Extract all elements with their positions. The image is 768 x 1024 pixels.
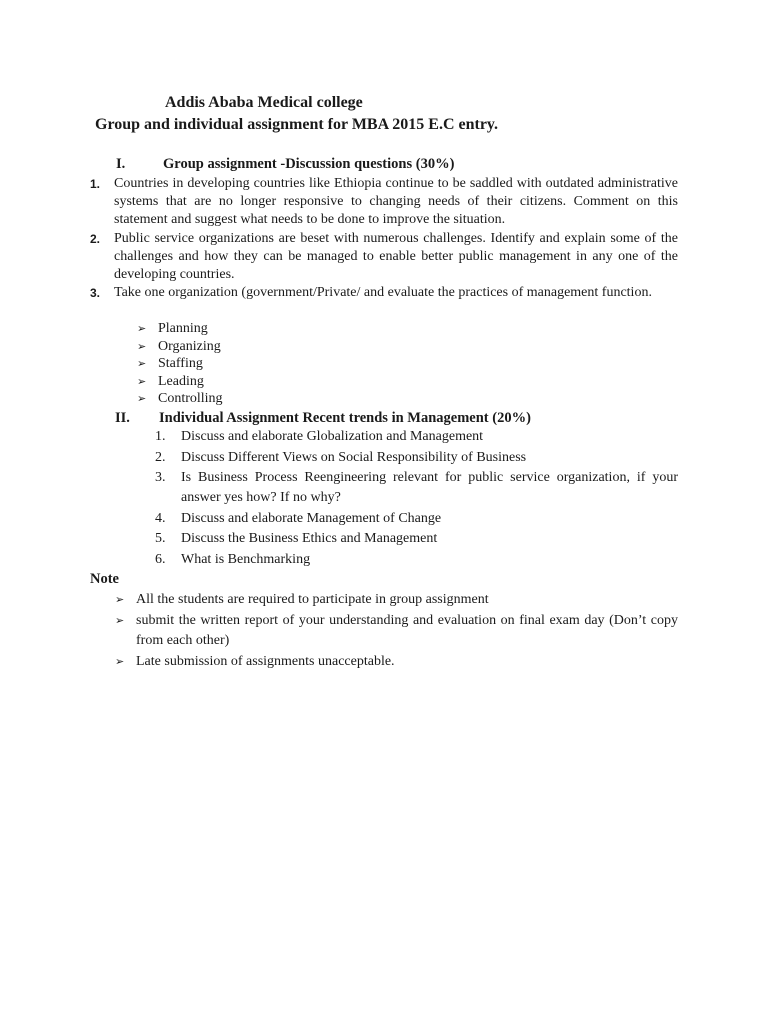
list-item: ➢ Staffing bbox=[137, 356, 203, 372]
question-text: Take one organization (government/Private/ and evaluate the practices of management function. bbox=[114, 285, 652, 300]
management-functions-list bbox=[137, 320, 223, 408]
question-text: Public service organizations are beset with numerous challenges. Identify and explain some of the challenges and how they can be managed to enable better public management in any one of the developing countries. bbox=[114, 231, 678, 282]
list-item: 6. What is Benchmarking bbox=[155, 551, 311, 567]
section-1-numeral: I. bbox=[116, 156, 126, 172]
question-number: 3. bbox=[90, 286, 101, 300]
question-text: Countries in developing countries like Ethiopia continue to be saddled with outdated administrative systems that are no longer responsive to changing needs of their citizens. Comment on this statement and suggest what needs to be done to improve the situation. bbox=[114, 176, 678, 227]
arrowhead-bullet-icon: ➢ bbox=[137, 374, 147, 388]
question-number: 2. bbox=[90, 232, 101, 246]
arrowhead-bullet-icon: ➢ bbox=[115, 614, 125, 627]
list-item: ➢ Planning bbox=[137, 321, 208, 336]
list-item: ➢ Leading bbox=[137, 373, 204, 389]
question-number: 1. bbox=[90, 177, 101, 191]
list-item: 1. Discuss and elaborate Globalization and Management bbox=[155, 429, 484, 444]
arrowhead-bullet-icon: ➢ bbox=[137, 339, 147, 353]
note-heading: Note bbox=[90, 571, 119, 587]
arrowhead-bullet-icon: ➢ bbox=[137, 392, 147, 406]
arrowhead-bullet-icon: ➢ bbox=[137, 357, 147, 371]
list-item: 5. Discuss the Business Ethics and Management bbox=[155, 531, 438, 546]
section-1-title: Group assignment -Discussion questions (30%) bbox=[163, 156, 455, 172]
arrowhead-bullet-icon: ➢ bbox=[115, 593, 125, 606]
group-question-3 bbox=[90, 284, 678, 302]
assignment-title: Group and individual assignment for MBA 2015 E.C entry. bbox=[95, 116, 499, 133]
list-item: 2. Discuss Different Views on Social Responsibility of Business bbox=[155, 449, 527, 465]
individual-assignment-list bbox=[155, 427, 678, 570]
arrowhead-bullet-icon: ➢ bbox=[115, 655, 125, 668]
list-item: ➢ All the students are required to participate in group assignment bbox=[115, 590, 678, 610]
list-item: ➢ submit the written report of your understanding and evaluation on final exam day (Don’t copy from each other) bbox=[115, 613, 678, 648]
list-item: ➢ Organizing bbox=[137, 338, 221, 354]
institution-title: Addis Ababa Medical college bbox=[165, 94, 363, 111]
section-2-numeral: II. bbox=[115, 410, 130, 426]
list-item: 4. Discuss and elaborate Management of Change bbox=[155, 510, 442, 526]
group-question-2 bbox=[90, 230, 678, 284]
section-2-title: Individual Assignment Recent trends in Management (20%) bbox=[159, 410, 531, 426]
arrowhead-bullet-icon: ➢ bbox=[137, 322, 147, 335]
list-item: ➢ Late submission of assignments unacceptable. bbox=[115, 652, 678, 672]
group-question-1 bbox=[90, 175, 678, 229]
note-list bbox=[115, 590, 678, 673]
list-item: ➢ Controlling bbox=[137, 391, 223, 407]
list-item: 3. Is Business Process Reengineering relevant for public service organization, if your answer yes how? If no why? bbox=[155, 470, 678, 505]
